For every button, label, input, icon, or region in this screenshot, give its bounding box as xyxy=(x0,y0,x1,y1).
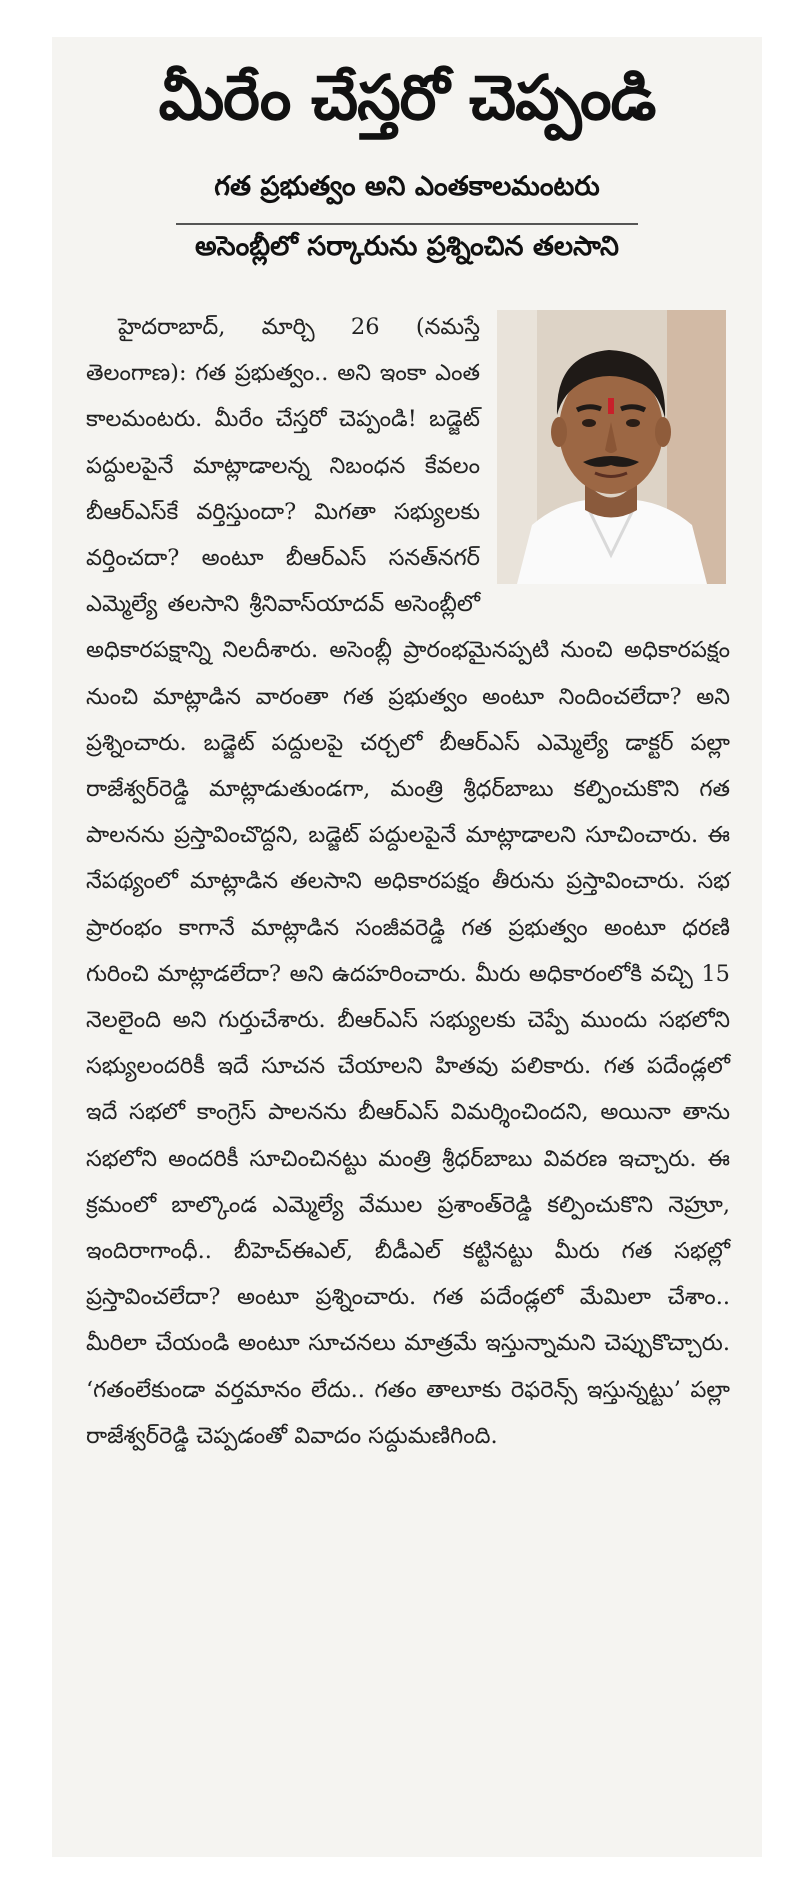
subheadline-divider xyxy=(176,223,638,225)
subheadline-secondary: అసెంబ్లీలో సర్కారును ప్రశ్నించిన తలసాని xyxy=(195,231,619,262)
headline: మీరేం చేస్తరో చెప్పండి xyxy=(158,61,656,134)
subheadline-primary: గత ప్రభుత్వం అని ఎంతకాలమంటరు xyxy=(214,171,600,202)
photo-wrap-space xyxy=(480,304,730,594)
article-paragraph: హైదరాబాద్, మార్చి 26 (నమస్తే తెలంగాణ): గత ప్రభుత్వం.. అని ఇంకా ఎంత కాలమంటరు. మీరేం చేస్తరో చెప్పండి! బడ్జెట్ పద్దులపైనే మాట్లాడాలన్న నిబంధన కేవలం బీఆర్ఎస్‌కే వర్తిస్తుందా? మిగతా సభ్యులకు వర్తించదా? అంటూ బీఆర్ఎస్ సనత్‌నగర్ ఎమ్మెల్యే తలసాని శ్రీనివాస్‌యాదవ్ అసెంబ్లీలో అధికారపక్షాన్ని నిలదీశారు. అసెంబ్లీ ప్రారంభమైనప్పటి నుంచి అధికారపక్షం నుంచి మాట్లాడిన వారంతా గత ప్రభుత్వం అంటూ నిందించలేదా? అని ప్రశ్నించారు. బడ్జెట్ పద్దులపై చర్చలో బీఆర్ఎస్ ఎమ్మెల్యే డాక్టర్ పల్లా రాజేశ్వర్‌రెడ్డి మాట్లాడుతుండగా, మంత్రి శ్రీధర్‌బాబు కల్పించుకొని గత పాలనను ప్రస్తావించొద్దని, బడ్జెట్ పద్దులపైనే మాట్లాడాలని సూచించారు. ఈ నేపథ్యంలో మాట్లాడిన తలసాని అధికారపక్షం తీరును ప్రస్తావించారు. సభ ప్రారంభం కాగానే మాట్లాడిన సంజీవరెడ్డి గత ప్రభుత్వం అంటూ ధరణి గురించి మాట్లాడలేదా? అని ఉదహరించారు. మీరు అధికారంలోకి వచ్చి 15 నెలలైంది అని గుర్తుచేశారు. బీఆర్ఎస్ సభ్యులకు చెప్పే ముందు సభలోని సభ్యులందరికీ ఇదే సూచన చేయాలని హితవు పలికారు. గత పదేండ్లలో ఇదే సభలో కాంగ్రెస్ పాలనను బీఆర్ఎస్ విమర్శించిందని, అయినా తాను సభలోని అందరికీ సూచించినట్టు మంత్రి శ్రీధర్‌బాబు వివరణ ఇచ్చారు. ఈ క్రమంలో బాల్కొండ ఎమ్మెల్యే వేముల ప్రశాంత్‌రెడ్డి కల్పించుకొని నెహ్రూ, ఇందిరాగాంధీ.. బీహెచ్ఈఎల్, బీడీఎల్ కట్టినట్టు మీరు గత సభల్లో ప్రస్తావించలేదా? అంటూ ప్రశ్నించారు. గత పదేండ్లలో మేమిలా చేశాం.. మీరిలా చేయండి అంటూ సూచనలు మాత్రమే ఇస్తున్నామని చెప్పుకొచ్చారు. ‘గతంలేకుండా వర్తమానం లేదు.. గతం తాలూకు రెఫరెన్స్ ఇస్తున్నట్టు’ పల్లా రాజేశ్వర్‌రెడ్డి చెప్పడంతో వివాదం సద్దుమణిగింది. xyxy=(86,314,730,1449)
article-body xyxy=(86,304,730,1459)
